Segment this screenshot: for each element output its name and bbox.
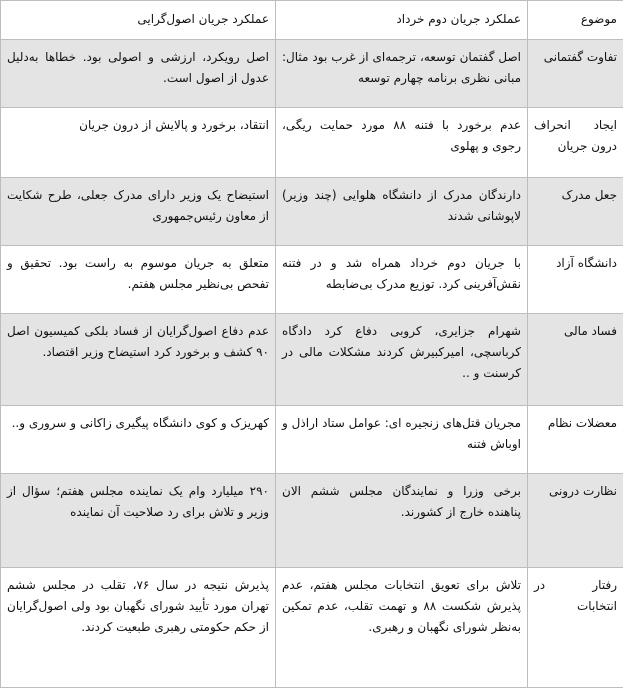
osulgarai-cell: پذیرش نتیجه در سال ۷۶، تقلب در مجلس ششم تهران مورد تأیید شورای نگهبان بود ولی اصول‌گرایان از حکم حکومتی رهبری طبعیت کردند. bbox=[1, 568, 276, 688]
osulgarai-cell: ۲۹۰ میلیارد وام یک نماینده مجلس هفتم؛ سؤال از وزیر و تلاش برای رد صلاحیت آن نماینده bbox=[1, 474, 276, 568]
topic-cell: نظارت درونی bbox=[528, 474, 623, 568]
khordad-cell: تلاش برای تعویق انتخابات مجلس هفتم، عدم پذیرش شکست ۸۸ و تهمت تقلب، عدم تمکین به‌نظر شورای نگهبان و رهبری. bbox=[276, 568, 528, 688]
table-row bbox=[1, 406, 623, 474]
table-row bbox=[1, 246, 623, 314]
topic-cell: رفتار در انتخابات bbox=[528, 568, 623, 688]
header-topic: موضوع bbox=[528, 1, 623, 40]
topic-cell: دانشگاه آزاد bbox=[528, 246, 623, 314]
table-row bbox=[1, 108, 623, 178]
header-osulgarai: عملکرد جریان اصول‌گرایی bbox=[1, 1, 276, 40]
khordad-cell: برخی وزرا و نمایندگان مجلس ششم الان پناهنده خارج از کشورند. bbox=[276, 474, 528, 568]
table-row bbox=[1, 568, 623, 688]
table-row bbox=[1, 474, 623, 568]
topic-cell: فساد مالی bbox=[528, 314, 623, 406]
topic-cell: ایجاد انحراف درون جریان bbox=[528, 108, 623, 178]
osulgarai-cell: استیضاح یک وزیر دارای مدرک جعلی، طرح شکایت از معاون رئیس‌جمهوری bbox=[1, 178, 276, 246]
osulgarai-cell: اصل رویکرد، ارزشی و اصولی بود. خطاها به‌دلیل عدول از اصول است. bbox=[1, 40, 276, 108]
osulgarai-cell: انتقاد، برخورد و پالایش از درون جریان bbox=[1, 108, 276, 178]
topic-cell: تفاوت گفتمانی bbox=[528, 40, 623, 108]
osulgarai-cell: عدم دفاع اصول‌گرایان از فساد بلکی کمیسیون اصل ۹۰ کشف و برخورد کرد استیضاح وزیر اقتصاد. bbox=[1, 314, 276, 406]
khordad-cell: مجریان قتل‌های زنجیره ای: عوامل ستاد اراذل و اوباش فتنه bbox=[276, 406, 528, 474]
topic-cell: معضلات نظام bbox=[528, 406, 623, 474]
topic-cell: جعل مدرک bbox=[528, 178, 623, 246]
khordad-cell: شهرام جزایری، کروبی دفاع کرد دادگاه کرباسچی، امیرکبیرش کردند مشکلات مالی در کرسنت و .. bbox=[276, 314, 528, 406]
khordad-cell: دارندگان مدرک از دانشگاه هلوایی (چند وزیر) لاپوشانی شدند bbox=[276, 178, 528, 246]
table-row bbox=[1, 314, 623, 406]
osulgarai-cell: متعلق به جریان موسوم به راست بود. تحقیق و تفحص بی‌نظیر مجلس هفتم. bbox=[1, 246, 276, 314]
khordad-cell: با جریان دوم خرداد همراه شد و در فتنه نقش‌آفرینی کرد. توزیع مدرک بی‌ضابطه bbox=[276, 246, 528, 314]
osulgarai-cell: کهریزک و کوی دانشگاه پیگیری زاکانی و سروری و.. bbox=[1, 406, 276, 474]
table-row bbox=[1, 40, 623, 108]
khordad-cell: عدم برخورد با فتنه ۸۸ مورد حمایت ریگی، رجوی و پهلوی bbox=[276, 108, 528, 178]
header-row bbox=[1, 1, 623, 40]
khordad-cell: اصل گفتمان توسعه، ترجمه‌ای از غرب بود مثال: مبانی نظری برنامه چهارم توسعه bbox=[276, 40, 528, 108]
table-row bbox=[1, 178, 623, 246]
header-khordad: عملکرد جریان دوم خرداد bbox=[276, 1, 528, 40]
